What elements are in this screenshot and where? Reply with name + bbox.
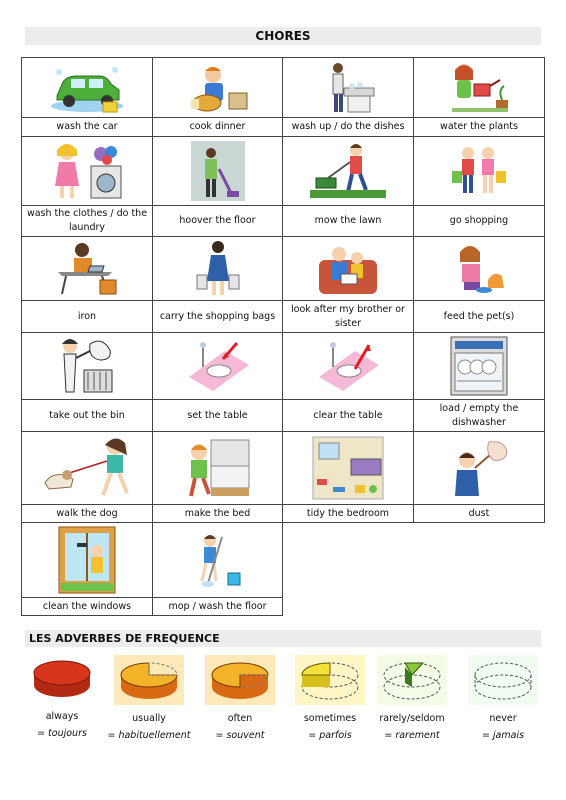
cheese-slice-icon (377, 655, 447, 705)
chore-picture (414, 58, 545, 118)
chore-label: mow the lawn (283, 206, 414, 237)
chore-picture (22, 237, 153, 301)
chore-picture (22, 137, 153, 206)
adverb-sometimes (285, 655, 375, 741)
chore-label: carry the shopping bags (153, 301, 283, 333)
empty-cell (414, 523, 545, 598)
messy-room-icon (311, 435, 385, 501)
chore-picture (22, 523, 153, 598)
chore-label: dust (414, 505, 545, 523)
dishwasher-icon (447, 335, 511, 397)
chore-picture (283, 333, 414, 400)
adverb-english: always (45, 711, 79, 722)
chore-picture (283, 137, 414, 206)
chore-picture (22, 58, 153, 118)
lawnmower-icon (308, 140, 388, 202)
chore-label: clear the table (283, 400, 414, 432)
feather-duster-icon (447, 438, 511, 498)
chore-label: iron (22, 301, 153, 333)
empty-cell (414, 598, 545, 616)
chore-picture (153, 432, 283, 505)
chore-label: take out the bin (22, 400, 153, 432)
table-clearing-icon (315, 337, 381, 395)
chores-table (21, 57, 545, 616)
shopping-icon (446, 143, 512, 199)
adverb-never (458, 655, 548, 741)
adverb-english: usually (132, 713, 166, 724)
mop-icon (188, 531, 248, 589)
chore-label: set the table (153, 400, 283, 432)
chore-label: feed the pet(s) (414, 301, 545, 333)
empty-cheese-icon (468, 655, 538, 705)
chore-label: load / empty the dishwasher (414, 400, 545, 432)
adverb-french: = habituellement (107, 730, 191, 741)
adverb-french: = parfois (308, 730, 352, 741)
bed-icon (183, 436, 253, 500)
table-setting-icon (185, 337, 251, 395)
washing-machine-icon (47, 140, 127, 202)
chore-picture (414, 137, 545, 206)
adverb-english: rarely/seldom (379, 713, 445, 724)
car-wash-icon (47, 62, 127, 114)
cheese-three-quarter-icon (205, 655, 275, 705)
chore-label: make the bed (153, 505, 283, 523)
chore-picture (414, 237, 545, 301)
iron-icon (52, 240, 122, 298)
adverb-french: = rarement (384, 730, 440, 741)
cheese-half-icon (295, 655, 365, 705)
chore-picture (153, 137, 283, 206)
chore-label: tidy the bedroom (283, 505, 414, 523)
adverb-always (17, 655, 107, 739)
chore-label: wash the clothes / do the laundry (22, 206, 153, 237)
chore-label: cook dinner (153, 118, 283, 137)
adverb-french: = jamais (481, 730, 525, 741)
chore-label: wash the car (22, 118, 153, 137)
chore-picture (22, 333, 153, 400)
watering-can-icon (446, 60, 512, 116)
page-title: CHORES (25, 27, 541, 45)
chore-picture (283, 58, 414, 118)
chore-label: water the plants (414, 118, 545, 137)
chore-label: wash up / do the dishes (283, 118, 414, 137)
chore-picture (153, 58, 283, 118)
window-cleaning-icon (57, 525, 117, 595)
adverb-french: = souvent (215, 730, 265, 741)
chore-picture (283, 237, 414, 301)
full-cheese-icon (30, 655, 94, 703)
adverb-rarely (367, 655, 457, 741)
vacuum-icon (189, 139, 247, 203)
chore-label: walk the dog (22, 505, 153, 523)
chore-picture (22, 432, 153, 505)
adverb-french: = toujours (37, 728, 87, 739)
adverb-often (195, 655, 285, 741)
cooking-icon (183, 61, 253, 115)
chore-picture (283, 432, 414, 505)
adverb-usually (104, 655, 194, 741)
reading-together-icon (315, 240, 381, 298)
adverb-english: often (227, 713, 253, 724)
bags-icon (193, 239, 243, 299)
chore-label: hoover the floor (153, 206, 283, 237)
chore-picture (153, 333, 283, 400)
empty-cell (283, 523, 414, 598)
chore-picture (153, 237, 283, 301)
chore-picture (414, 432, 545, 505)
adverb-english: sometimes (303, 713, 357, 724)
chore-label: go shopping (414, 206, 545, 237)
chore-label: mop / wash the floor (153, 598, 283, 616)
adverbs-section-title: LES ADVERBES DE FREQUENCE (25, 630, 541, 647)
chore-picture (414, 333, 545, 400)
cheese-mostly-full-icon (114, 655, 184, 705)
adverb-english: never (489, 713, 517, 724)
bin-icon (52, 336, 122, 396)
dishes-icon (318, 60, 378, 116)
chore-picture (153, 523, 283, 598)
chore-label: clean the windows (22, 598, 153, 616)
pet-feeding-icon (448, 240, 510, 298)
empty-cell (283, 598, 414, 616)
chore-label: look after my brother or sister (283, 301, 414, 333)
dog-walk-icon (33, 435, 141, 501)
